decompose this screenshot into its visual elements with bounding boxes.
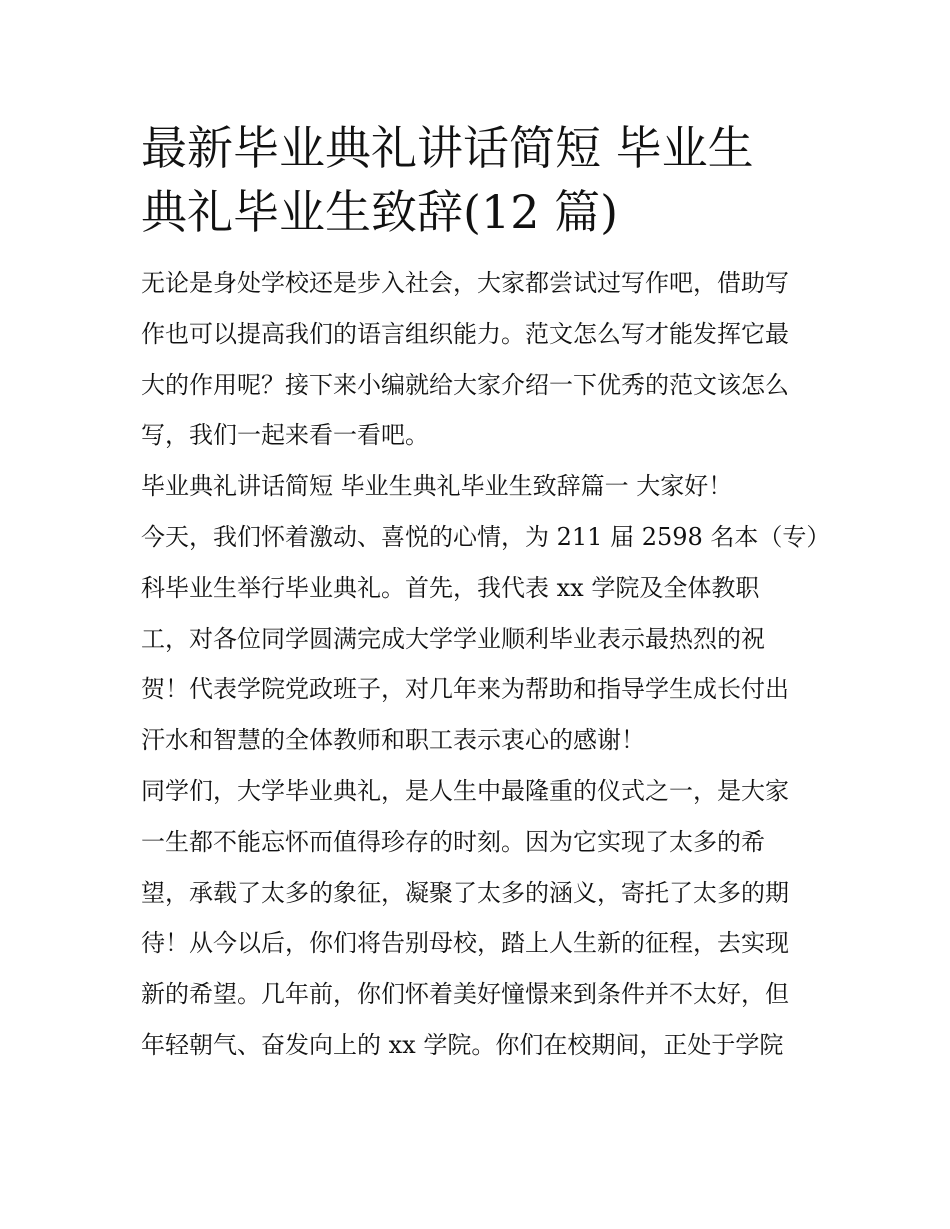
speech-paragraph-1 bbox=[141, 512, 831, 766]
speech-paragraph-2 bbox=[141, 766, 813, 1071]
paragraph-line: 汗水和智慧的全体教师和职工表示衷心的感谢！ bbox=[141, 726, 645, 755]
paragraph-line: 望，承载了太多的象征，凝聚了太多的涵义，寄托了太多的期 bbox=[141, 878, 789, 907]
paragraph-line: 同学们，大学毕业典礼，是人生中最隆重的仪式之一，是大家 bbox=[141, 776, 789, 805]
paragraph-line: 写，我们一起来看一看吧。 bbox=[141, 421, 429, 450]
section-heading-line: 毕业典礼讲话简短 毕业生典礼毕业生致辞篇一 大家好！ bbox=[141, 472, 733, 501]
paragraph-line: 无论是身处学校还是步入社会，大家都尝试过写作吧，借助写 bbox=[141, 269, 789, 297]
paragraph-line: 科毕业生举行毕业典礼。首先，我代表 xx 学院及全体教职 bbox=[141, 573, 760, 602]
paragraph-line: 作也可以提高我们的语言组织能力。范文怎么写才能发挥它最 bbox=[141, 319, 789, 348]
paragraph-line: 一生都不能忘怀而值得珍存的时刻。因为它实现了太多的希 bbox=[141, 827, 765, 856]
paragraph-line: 年轻朝气、奋发向上的 xx 学院。你们在校期间，正处于学院 bbox=[141, 1030, 784, 1059]
paragraph-line: 贺！代表学院党政班子，对几年来为帮助和指导学生成长付出 bbox=[141, 675, 789, 704]
paragraph-line: 今天，我们怀着激动、喜悦的心情，为 211 届 2598 名本（专） bbox=[141, 522, 831, 551]
title-line-2: 典礼毕业生致辞(12 篇) bbox=[141, 185, 619, 239]
paragraph-line: 大的作用呢？接下来小编就给大家介绍一下优秀的范文该怎么 bbox=[141, 370, 789, 399]
intro-paragraph bbox=[141, 258, 813, 461]
paragraph-line: 工，对各位同学圆满完成大学学业顺利毕业表示最热烈的祝 bbox=[141, 624, 765, 653]
document-content bbox=[141, 116, 831, 1071]
paragraph-line: 待！从今以后，你们将告别母校，踏上人生新的征程，去实现 bbox=[141, 929, 789, 958]
paragraph-line: 新的希望。几年前，你们怀着美好憧憬来到条件并不太好，但 bbox=[141, 980, 789, 1009]
document-title bbox=[141, 116, 813, 244]
title-line-1: 最新毕业典礼讲话简短 毕业生 bbox=[141, 121, 754, 175]
section-heading bbox=[141, 461, 813, 512]
